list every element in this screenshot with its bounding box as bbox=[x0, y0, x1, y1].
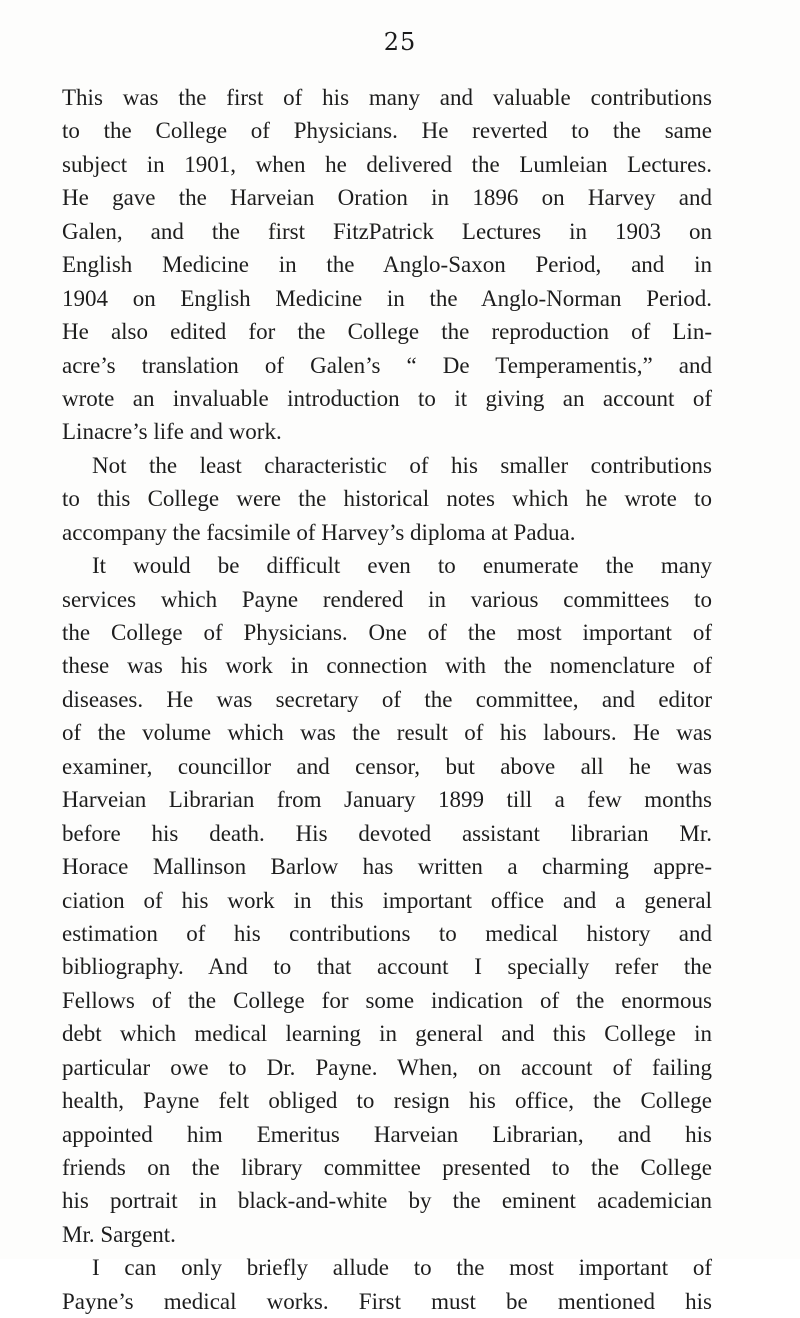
text-line: 1904 on English Medicine in the Anglo-Norman Period. bbox=[62, 285, 712, 311]
text-line: accompany the facsimile of Harvey’s diploma at Padua. bbox=[62, 519, 576, 545]
body-text bbox=[62, 81, 712, 1318]
text-line: Harveian Librarian from January 1899 till a few months bbox=[62, 787, 712, 813]
page-number: 25 bbox=[383, 28, 417, 56]
text-line: the College of Physicians. One of the most important of bbox=[62, 620, 712, 645]
text-line: This was the first of his many and valuable contributions bbox=[62, 85, 712, 110]
text-line: friends on the library committee presented to the College bbox=[62, 1155, 712, 1180]
text-line: services which Payne rendered in various committees to bbox=[62, 586, 712, 612]
text-line: health, Payne felt obliged to resign his office, the College bbox=[62, 1088, 712, 1114]
text-line: I can only briefly allude to the most important of bbox=[92, 1255, 712, 1281]
text-line: his portrait in black-and-white by the eminent academician bbox=[62, 1188, 712, 1214]
text-line: these was his work in connection with the nomenclature of bbox=[62, 653, 712, 679]
text-line: acre’s translation of Galen’s “ De Temperamentis,” and bbox=[62, 352, 712, 378]
text-line: appointed him Emeritus Harveian Librarian, and his bbox=[62, 1121, 712, 1147]
text-line: of the volume which was the result of his labours. He was bbox=[62, 720, 712, 746]
text-line: estimation of his contributions to medical history and bbox=[62, 920, 712, 946]
text-line: to this College were the historical notes which he wrote to bbox=[62, 486, 712, 512]
text-line: Fellows of the College for some indication of the enormous bbox=[62, 987, 712, 1013]
text-line: wrote an invaluable introduction to it giving an account of bbox=[62, 385, 712, 411]
text-line: debt which medical learning in general and this College in bbox=[62, 1021, 712, 1047]
text-line: particular owe to Dr. Payne. When, on account of failing bbox=[62, 1054, 712, 1080]
text-line: Linacre’s life and work. bbox=[62, 419, 282, 445]
text-line: It would be difficult even to enumerate the many bbox=[92, 553, 712, 579]
text-line: Payne’s medical works. First must be mentioned his bbox=[62, 1288, 712, 1314]
text-line: subject in 1901, when he delivered the Lumleian Lectures. bbox=[62, 151, 712, 177]
text-line: diseases. He was secretary of the committee, and editor bbox=[62, 686, 712, 712]
text-line: to the College of Physicians. He reverted to the same bbox=[62, 118, 712, 144]
text-line: Mr. Sargent. bbox=[62, 1221, 176, 1247]
text-line: Horace Mallinson Barlow has written a charming appre- bbox=[62, 854, 712, 880]
text-line: English Medicine in the Anglo-Saxon Period, and in bbox=[62, 252, 712, 278]
text-line: He also edited for the College the reproduction of Lin- bbox=[62, 319, 712, 345]
text-line: Galen, and the first FitzPatrick Lectures in 1903 on bbox=[62, 218, 712, 244]
text-line: He gave the Harveian Oration in 1896 on Harvey and bbox=[62, 185, 712, 211]
text-line: examiner, councillor and censor, but above all he was bbox=[62, 753, 712, 779]
text-line: before his death. His devoted assistant librarian Mr. bbox=[62, 820, 712, 846]
text-line: bibliography. And to that account I specially refer the bbox=[62, 954, 712, 980]
text-line: Not the least characteristic of his smaller contributions bbox=[92, 452, 712, 478]
text-line: ciation of his work in this important office and a general bbox=[62, 887, 712, 913]
